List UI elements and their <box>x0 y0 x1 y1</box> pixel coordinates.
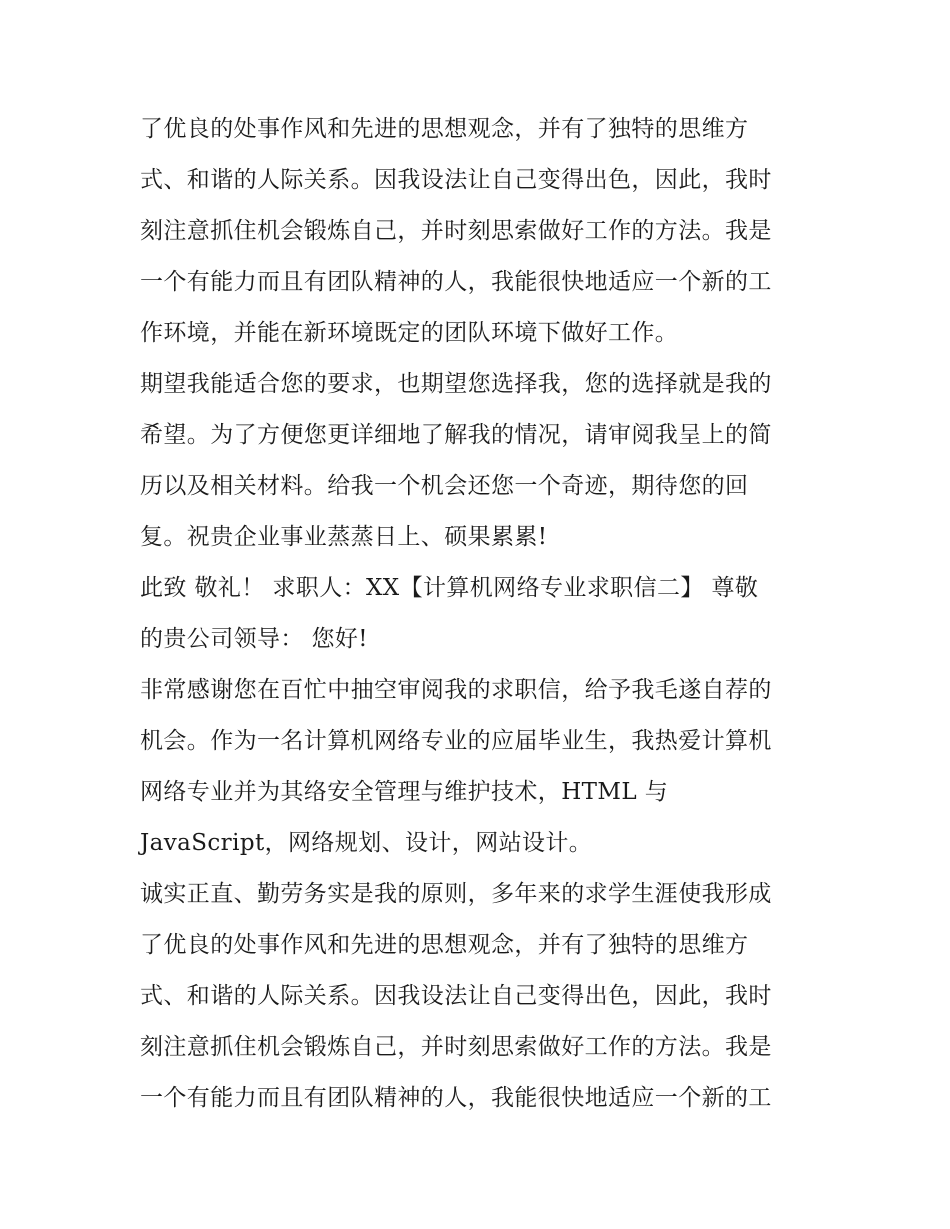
text-line: 刻注意抓住机会锻炼自己，并时刻思索做好工作的方法。我是 <box>140 218 772 244</box>
text-line: 期望我能适合您的要求，也期望您选择我，您的选择就是我的 <box>140 371 772 397</box>
text-line: 式、和谐的人际关系。因我设法让自己变得出色，因此，我时 <box>140 983 772 1009</box>
text-line: 非常感谢您在百忙中抽空审阅我的求职信，给予我毛遂自荐的 <box>140 677 772 703</box>
text-line: 网络专业并为其络安全管理与维护技术，HTML 与 <box>140 779 669 805</box>
text-line: 的贵公司领导： 您好! <box>140 626 368 652</box>
text-line: 刻注意抓住机会锻炼自己，并时刻思索做好工作的方法。我是 <box>140 1034 772 1060</box>
text-line: 诚实正直、勤劳务实是我的原则，多年来的求学生涯使我形成 <box>140 881 772 907</box>
text-line: 一个有能力而且有团队精神的人，我能很快地适应一个新的工 <box>140 1085 772 1111</box>
text-line: 式、和谐的人际关系。因我设法让自己变得出色，因此，我时 <box>140 167 772 193</box>
text-line: 一个有能力而且有团队精神的人，我能很快地适应一个新的工 <box>140 269 772 295</box>
text-line: 历以及相关材料。给我一个机会还您一个奇迹，期待您的回 <box>140 473 749 499</box>
text-line: 了优良的处事作风和先进的思想观念，并有了独特的思维方 <box>140 116 749 142</box>
text-line: 作环境，并能在新环境既定的团队环境下做好工作。 <box>140 320 679 346</box>
text-line: 此致 敬礼！ 求职人：XX【计算机网络专业求职信二】 尊敬 <box>140 575 759 601</box>
text-line: 希望。为了方便您更详细地了解我的情况，请审阅我呈上的简 <box>140 422 772 448</box>
text-line: JavaScript，网络规划、设计，网站设计。 <box>140 830 593 856</box>
document-text-body <box>140 104 820 1124</box>
text-line: 复。祝贵企业事业蒸蒸日上、硕果累累! <box>140 524 548 550</box>
text-line: 机会。作为一名计算机网络专业的应届毕业生，我热爱计算机 <box>140 728 772 754</box>
text-line: 了优良的处事作风和先进的思想观念，并有了独特的思维方 <box>140 932 749 958</box>
